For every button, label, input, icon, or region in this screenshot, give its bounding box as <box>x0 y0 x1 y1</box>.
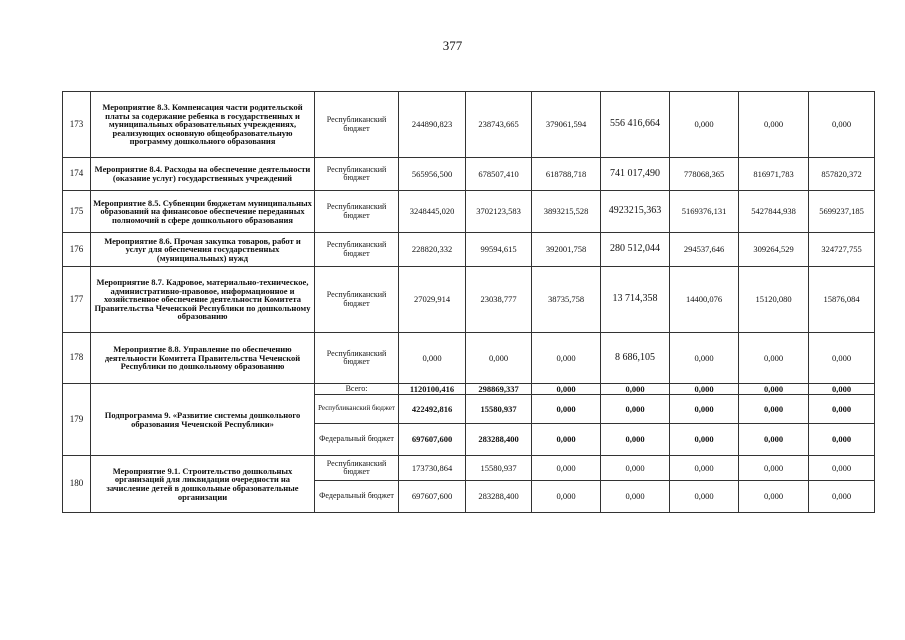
value-cell: 324727,755 <box>809 233 875 267</box>
value-cell: 309264,529 <box>739 233 809 267</box>
value-cell: 0,000 <box>532 395 601 424</box>
value-cell: 0,000 <box>532 384 601 395</box>
value-cell: 422492,816 <box>399 395 466 424</box>
value-cell: 0,000 <box>809 384 875 395</box>
value-cell: 697607,600 <box>399 481 466 513</box>
row-number: 180 <box>63 456 91 513</box>
value-cell: 244890,823 <box>399 92 466 158</box>
value-cell: 0,000 <box>670 92 739 158</box>
value-cell: 8 686,105 <box>601 333 670 384</box>
row-number: 178 <box>63 333 91 384</box>
row-number: 176 <box>63 233 91 267</box>
value-cell: 15876,084 <box>809 267 875 333</box>
table-row <box>63 384 875 395</box>
value-cell: 0,000 <box>809 481 875 513</box>
row-description: Мероприятие 8.4. Расходы на обеспечение деятельности (оказание услуг) государственных учреждений <box>91 158 315 191</box>
budget-table <box>62 91 875 513</box>
value-cell: 556 416,664 <box>601 92 670 158</box>
funding-source: Республиканский бюджет <box>315 233 399 267</box>
value-cell: 741 017,490 <box>601 158 670 191</box>
value-cell: 0,000 <box>670 456 739 481</box>
value-cell: 0,000 <box>739 92 809 158</box>
value-cell: 0,000 <box>739 384 809 395</box>
row-number: 175 <box>63 191 91 233</box>
value-cell: 0,000 <box>532 481 601 513</box>
value-cell: 618788,718 <box>532 158 601 191</box>
value-cell: 565956,500 <box>399 158 466 191</box>
row-number: 177 <box>63 267 91 333</box>
table-row <box>63 333 875 384</box>
value-cell: 4923215,363 <box>601 191 670 233</box>
value-cell: 173730,864 <box>399 456 466 481</box>
table-row <box>63 267 875 333</box>
table-row <box>63 158 875 191</box>
value-cell: 0,000 <box>532 333 601 384</box>
value-cell: 0,000 <box>532 424 601 456</box>
value-cell: 0,000 <box>809 333 875 384</box>
value-cell: 0,000 <box>601 424 670 456</box>
value-cell: 0,000 <box>532 456 601 481</box>
value-cell: 0,000 <box>670 395 739 424</box>
value-cell: 1120100,416 <box>399 384 466 395</box>
row-number: 173 <box>63 92 91 158</box>
value-cell: 857820,372 <box>809 158 875 191</box>
value-cell: 0,000 <box>601 395 670 424</box>
value-cell: 0,000 <box>601 456 670 481</box>
row-description: Подпрограмма 9. «Развитие системы дошкольного образования Чеченской Республики» <box>91 384 315 456</box>
row-description: Мероприятие 8.8. Управление по обеспечению деятельности Комитета Правительства Чеченской Республики по дошкольному образованию <box>91 333 315 384</box>
value-cell: 778068,365 <box>670 158 739 191</box>
value-cell: 0,000 <box>809 424 875 456</box>
value-cell: 0,000 <box>670 384 739 395</box>
value-cell: 0,000 <box>739 424 809 456</box>
value-cell: 0,000 <box>809 456 875 481</box>
value-cell: 697607,600 <box>399 424 466 456</box>
value-cell: 38735,758 <box>532 267 601 333</box>
value-cell: 5427844,938 <box>739 191 809 233</box>
funding-source: Республиканский бюджет <box>315 158 399 191</box>
value-cell: 3702123,583 <box>466 191 532 233</box>
table-row <box>63 456 875 481</box>
row-description: Мероприятие 8.7. Кадровое, материально-техническое, административно-правовое, информационное и хозяйственное обеспечение деятельности Комитета Правительства Чеченской Республики по дошкольному образованию <box>91 267 315 333</box>
value-cell: 0,000 <box>399 333 466 384</box>
value-cell: 816971,783 <box>739 158 809 191</box>
value-cell: 99594,615 <box>466 233 532 267</box>
value-cell: 0,000 <box>601 481 670 513</box>
value-cell: 0,000 <box>739 333 809 384</box>
page-number: 377 <box>442 38 463 53</box>
value-cell: 0,000 <box>809 92 875 158</box>
value-cell: 27029,914 <box>399 267 466 333</box>
table-row <box>63 233 875 267</box>
value-cell: 3248445,020 <box>399 191 466 233</box>
funding-source: Республиканский бюджет <box>315 191 399 233</box>
funding-source: Всего: <box>315 384 399 395</box>
funding-source: Республиканский бюджет <box>315 456 399 481</box>
table-row <box>63 191 875 233</box>
funding-source: Республиканский бюджет <box>315 333 399 384</box>
value-cell: 15120,080 <box>739 267 809 333</box>
funding-source: Федеральный бюджет <box>315 424 399 456</box>
value-cell: 3893215,528 <box>532 191 601 233</box>
value-cell: 280 512,044 <box>601 233 670 267</box>
value-cell: 5699237,185 <box>809 191 875 233</box>
value-cell: 379061,594 <box>532 92 601 158</box>
row-number: 179 <box>63 384 91 456</box>
value-cell: 392001,758 <box>532 233 601 267</box>
value-cell: 0,000 <box>601 384 670 395</box>
value-cell: 238743,665 <box>466 92 532 158</box>
value-cell: 283288,400 <box>466 424 532 456</box>
value-cell: 0,000 <box>739 481 809 513</box>
row-description: Мероприятие 8.3. Компенсация части родительской платы за содержание ребенка в государственных и муниципальных образовательных учреждениях, реализующих основную общеобразовательную программу дошкольного образования <box>91 92 315 158</box>
funding-source: Республиканский бюджет <box>315 267 399 333</box>
value-cell: 0,000 <box>670 424 739 456</box>
value-cell: 14400,076 <box>670 267 739 333</box>
row-description: Мероприятие 9.1. Строительство дошкольных организаций для ликвидации очередности на зачисление детей в дошкольные образовательные организации <box>91 456 315 513</box>
value-cell: 0,000 <box>466 333 532 384</box>
row-number: 174 <box>63 158 91 191</box>
value-cell: 5169376,131 <box>670 191 739 233</box>
row-description: Мероприятие 8.5. Субвенции бюджетам муниципальных образований на финансовое обеспечение переданных полномочий в сфере дошкольного образования <box>91 191 315 233</box>
value-cell: 0,000 <box>670 481 739 513</box>
value-cell: 15580,937 <box>466 456 532 481</box>
value-cell: 0,000 <box>739 395 809 424</box>
value-cell: 228820,332 <box>399 233 466 267</box>
value-cell: 298869,337 <box>466 384 532 395</box>
funding-source: Федеральный бюджет <box>315 481 399 513</box>
funding-source: Республиканский бюджет <box>315 395 399 424</box>
funding-source: Республиканский бюджет <box>315 92 399 158</box>
value-cell: 15580,937 <box>466 395 532 424</box>
value-cell: 678507,410 <box>466 158 532 191</box>
value-cell: 0,000 <box>670 333 739 384</box>
value-cell: 0,000 <box>739 456 809 481</box>
table-row <box>63 92 875 158</box>
value-cell: 0,000 <box>809 395 875 424</box>
row-description: Мероприятие 8.6. Прочая закупка товаров, работ и услуг для обеспечения государственных (муниципальных) нужд <box>91 233 315 267</box>
value-cell: 294537,646 <box>670 233 739 267</box>
value-cell: 283288,400 <box>466 481 532 513</box>
value-cell: 23038,777 <box>466 267 532 333</box>
value-cell: 13 714,358 <box>601 267 670 333</box>
